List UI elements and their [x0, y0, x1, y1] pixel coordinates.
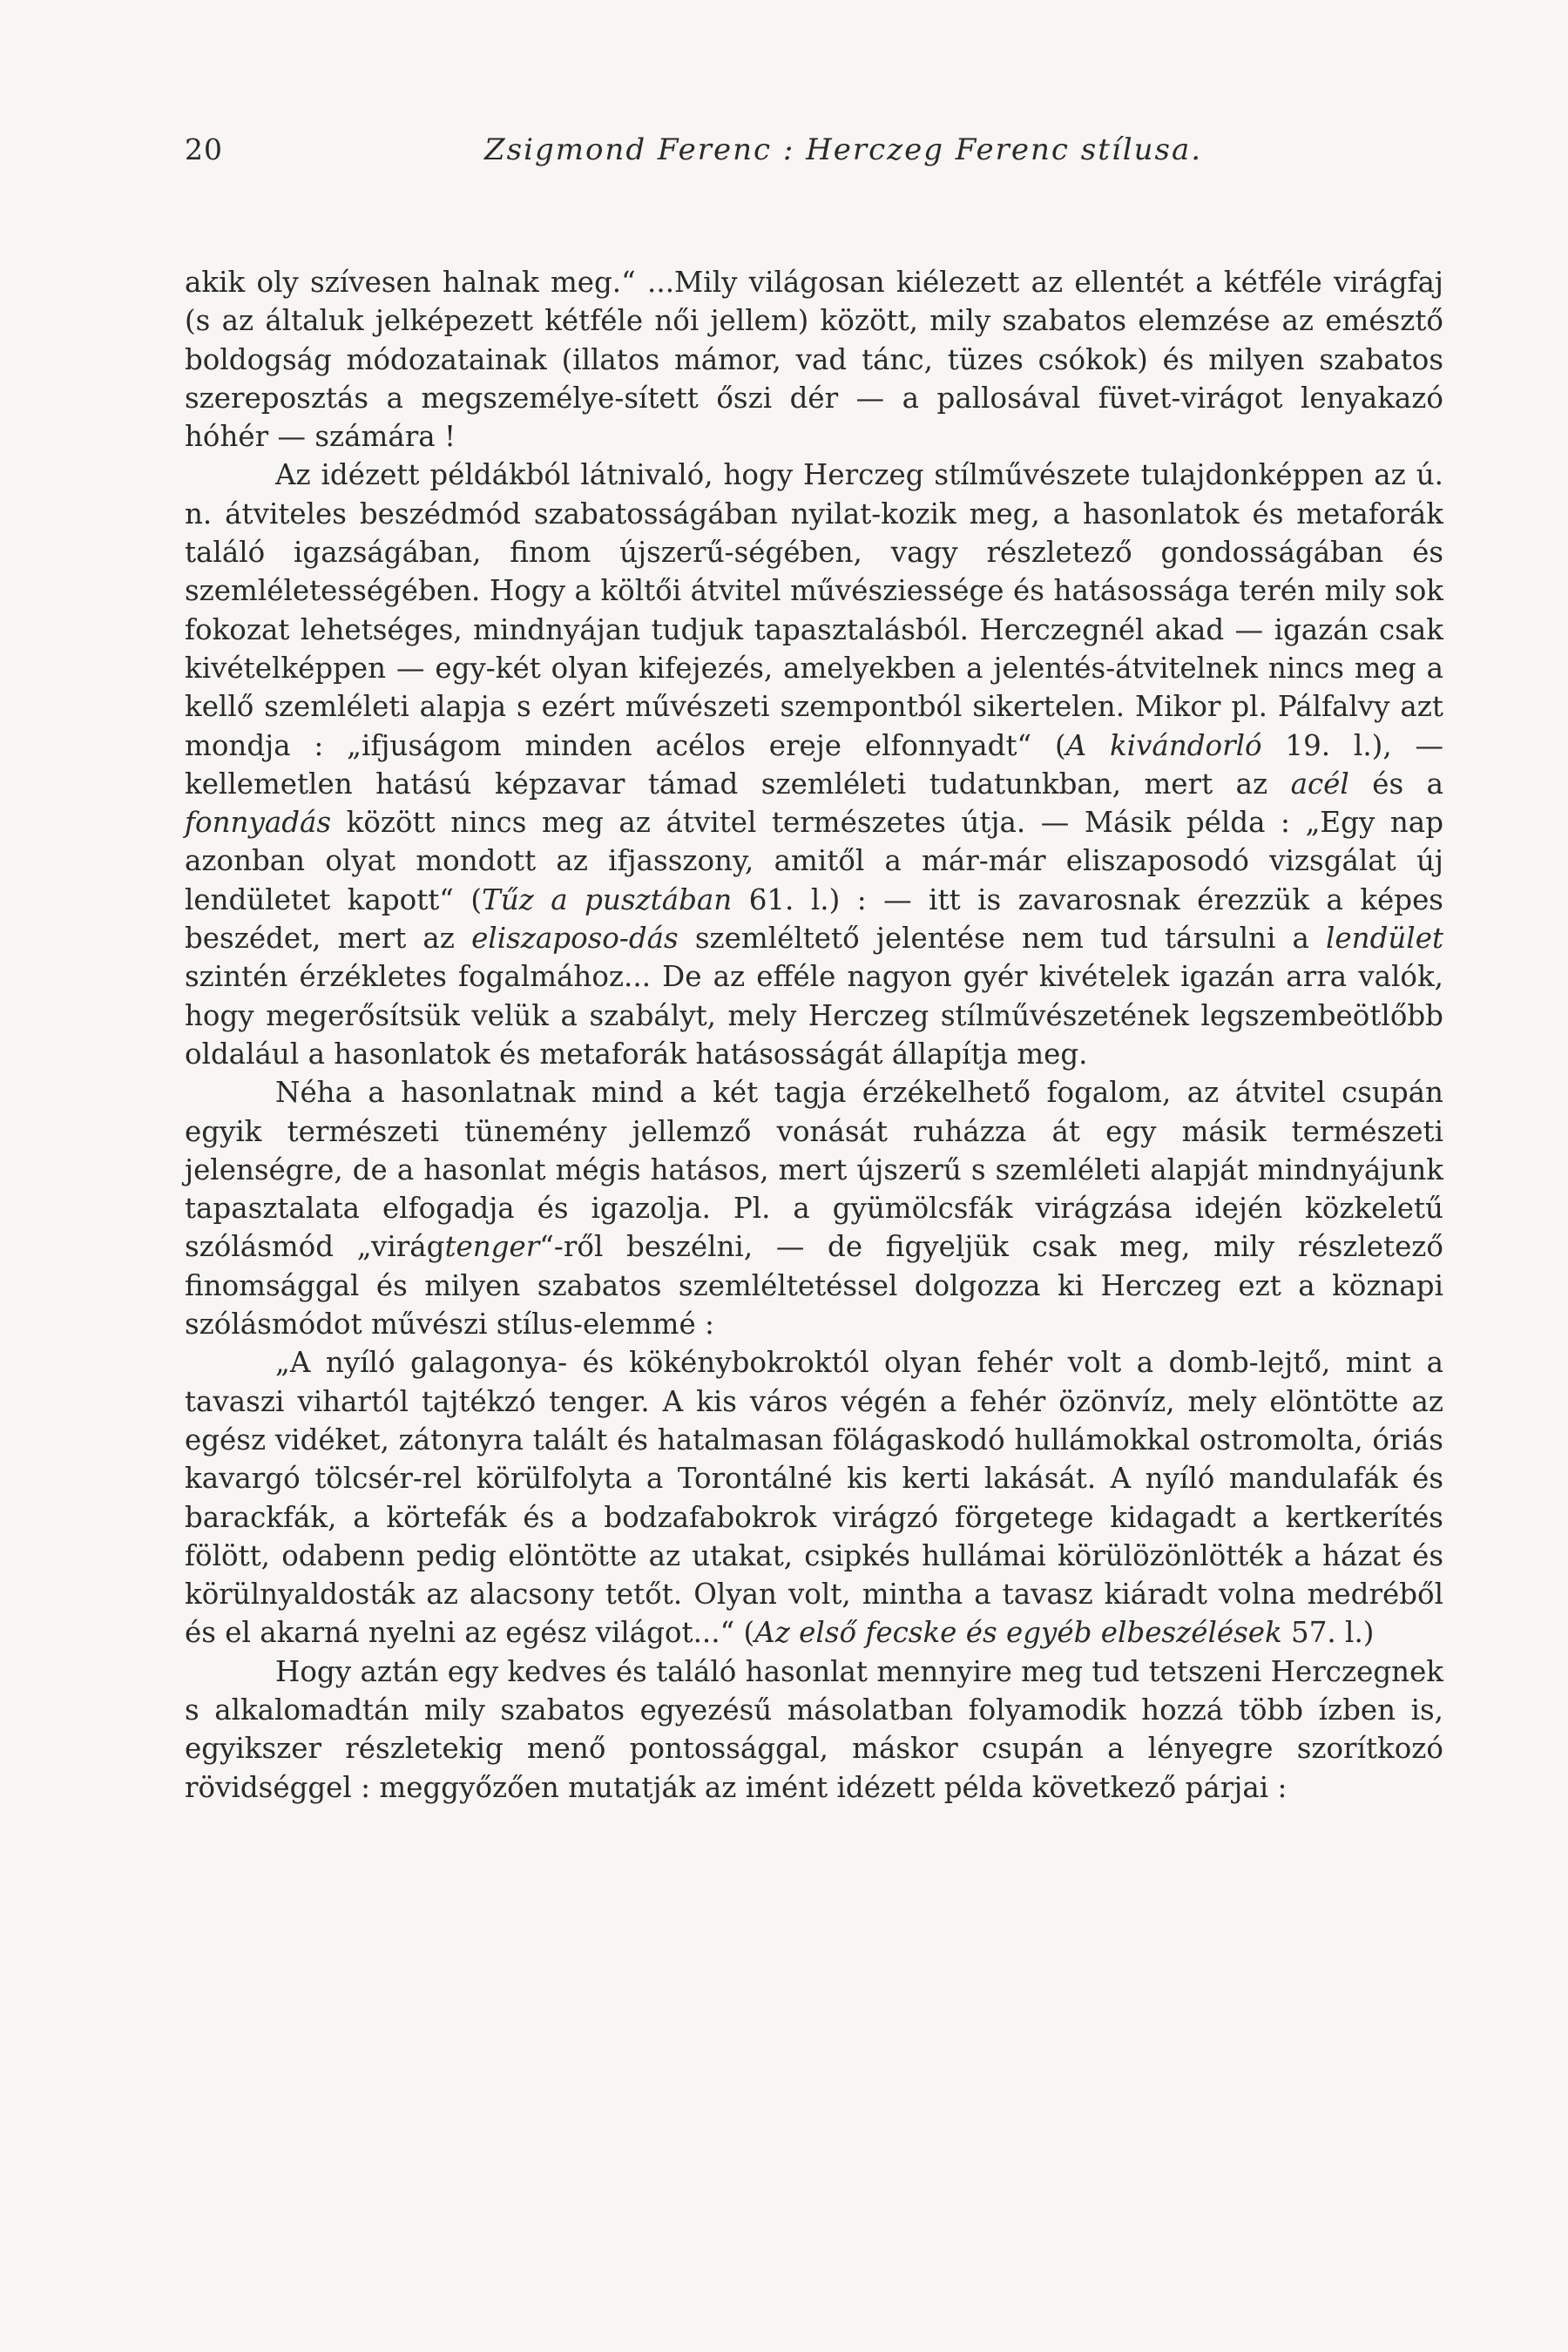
term-lendulet: lendület [1326, 922, 1443, 956]
paragraph-5 [185, 1652, 1443, 1807]
quote-text-c: 57. l.) [1281, 1616, 1375, 1650]
citation-kivandorlo: A kivándorló [1065, 728, 1262, 762]
page-number: 20 [185, 132, 223, 166]
body-text [185, 263, 1443, 1807]
paragraph-2-text-a: Az idézett példákból látnivaló, hogy Herczeg stílművészete tulajdonképpen az ú. n. átviteles beszédmód szabatosságában nyilat-kozik meg, a hasonlatok és metaforák találó igazságában, finom újszerű-ségében, vagy részletező gondosságában és szemléletességében. Hogy a költői átvitel művésziessége és hatásossága terén mily sok fokozat lehetséges, mindnyájan tudjuk tapasztalásból. Herczegnél akad — igazán csak kivételképpen — egy-két olyan kifejezés, amelyekben a jelentés-átvitelnek nincs meg a kellő szemléleti alapja s ezért művészeti szempontból sikertelen. Mikor pl. Pálfalvy azt mondja : „ifjuságom minden acélos ereje elfonnyadt“ ( [185, 458, 1443, 762]
paragraph-2-text-m: szintén érzékletes fogalmához... De az efféle nagyon gyér kivételek igazán arra valók, hogy megerősítsük velük a szabályt, mely Herczeg stílművészetének legszembeötlőbb oldalául a hasonlatok és metaforák hatásosságát állapítja meg. [185, 960, 1443, 1071]
term-tenger: tenger [444, 1230, 540, 1264]
block-quote [185, 1343, 1443, 1652]
paragraph-3-text-a: Néha a hasonlatnak mind a két tagja érzékelhető fogalom, az átvitel csupán egyik természeti tünemény jellemző vonását ruházza át egy másik természeti jelenségre, de a hasonlat mégis hatásos, mert újszerű s szemléleti alapját mindnyájunk tapasztalata elfogadja és igazolja. Pl. a gyümölcsfák virágzása idején közkeletű szólásmód „virág [185, 1076, 1443, 1264]
paragraph-2-text-c: 19. l.), — kellemetlen hatású képzavar támad szemléleti tudatunkban, mert az [185, 728, 1443, 801]
paragraph-2-text-i: 61. l.) : — itt is zavarosnak érezzük a képes beszédet, mert az [185, 882, 1443, 956]
paragraph-2-text-g: között nincs meg az átvitel természetes útja. — Másik példa : „Egy nap azonban olyat mondott az ifjasszony, amitől a már-már eliszaposodó vizsgálat új lendületet kapott“ ( [185, 806, 1443, 916]
citation-tuz-a-pusztaban: Tűz a pusztában [482, 882, 733, 916]
term-eliszaposodas: eliszaposo-dás [471, 922, 679, 956]
running-title: Zsigmond Ferenc : Herczeg Ferenc stílusa. [484, 132, 1203, 167]
term-acel: acél [1290, 767, 1349, 801]
paragraph-2 [185, 456, 1443, 1073]
paragraph-3-text-c: “-ről beszélni, — de figyeljük csak meg, mily részletező finomsággal és milyen szabatos szemléltetéssel dolgozza ki Herczeg ezt a köznapi szólásmódot művészi stílus-elemmé : [185, 1230, 1443, 1342]
paragraph-2-text-e: és a [1348, 767, 1443, 801]
page-header [185, 132, 1439, 185]
term-fonnyadas: fonnyadás [185, 806, 332, 840]
paragraph-3 [185, 1073, 1443, 1343]
paragraph-1 [185, 263, 1443, 456]
paragraph-5-text: Hogy aztán egy kedves és találó hasonlat mennyire meg tud tetszeni Herczegnek s alkalomadtán mily szabatos egyezésű másolatban folyamodik hozzá több ízben is, egyikszer részletekig menő pontossággal, máskor csupán a lényegre szorítkozó rövidséggel : meggyőzően mutatják az imént idézett példa következő párjai : [185, 1654, 1443, 1804]
paragraph-2-text-k: szemléltető jelentése nem tud társulni a [678, 922, 1327, 956]
paragraph-1-text: akik oly szívesen halnak meg.“ ...Mily világosan kiélezett az ellentét a kétféle virágfaj (s az általuk jelképezett kétféle női jellem) között, mily szabatos elemzése az emésztő boldogság módozatainak (illatos mámor, vad tánc, tüzes csókok) és milyen szabatos szereposztás a megszemélye-sített őszi dér — a pallosával füvet-virágot lenyakazó hóhér — számára ! [185, 266, 1443, 454]
citation-az-elso-fecske: Az első fecske és egyéb elbeszélések [754, 1616, 1282, 1650]
quote-text: „A nyíló galagonya- és kökénybokroktól olyan fehér volt a domb-lejtő, mint a tavaszi vihartól tajtékzó tenger. A kis város végén a fehér özönvíz, mely elöntötte az egész vidéket, zátonyra talált és hatalmasan fölágaskodó hullámokkal ostromolta, óriás kavargó tölcsér-rel körülfolyta a Torontálné kis kerti lakását. A nyíló mandulafák és barackfák, a körtefák és a bodzafabokrok virágzó förgetege kidagadt a kertkerítés fölött, odabenn pedig elöntötte az utakat, csipkés hullámai körülözönlötték a házat és körülnyaldosták az alacsony tetőt. Olyan volt, mintha a tavasz kiáradt volna medréből és el akarná nyelni az egész világot...“ ( [185, 1346, 1443, 1650]
